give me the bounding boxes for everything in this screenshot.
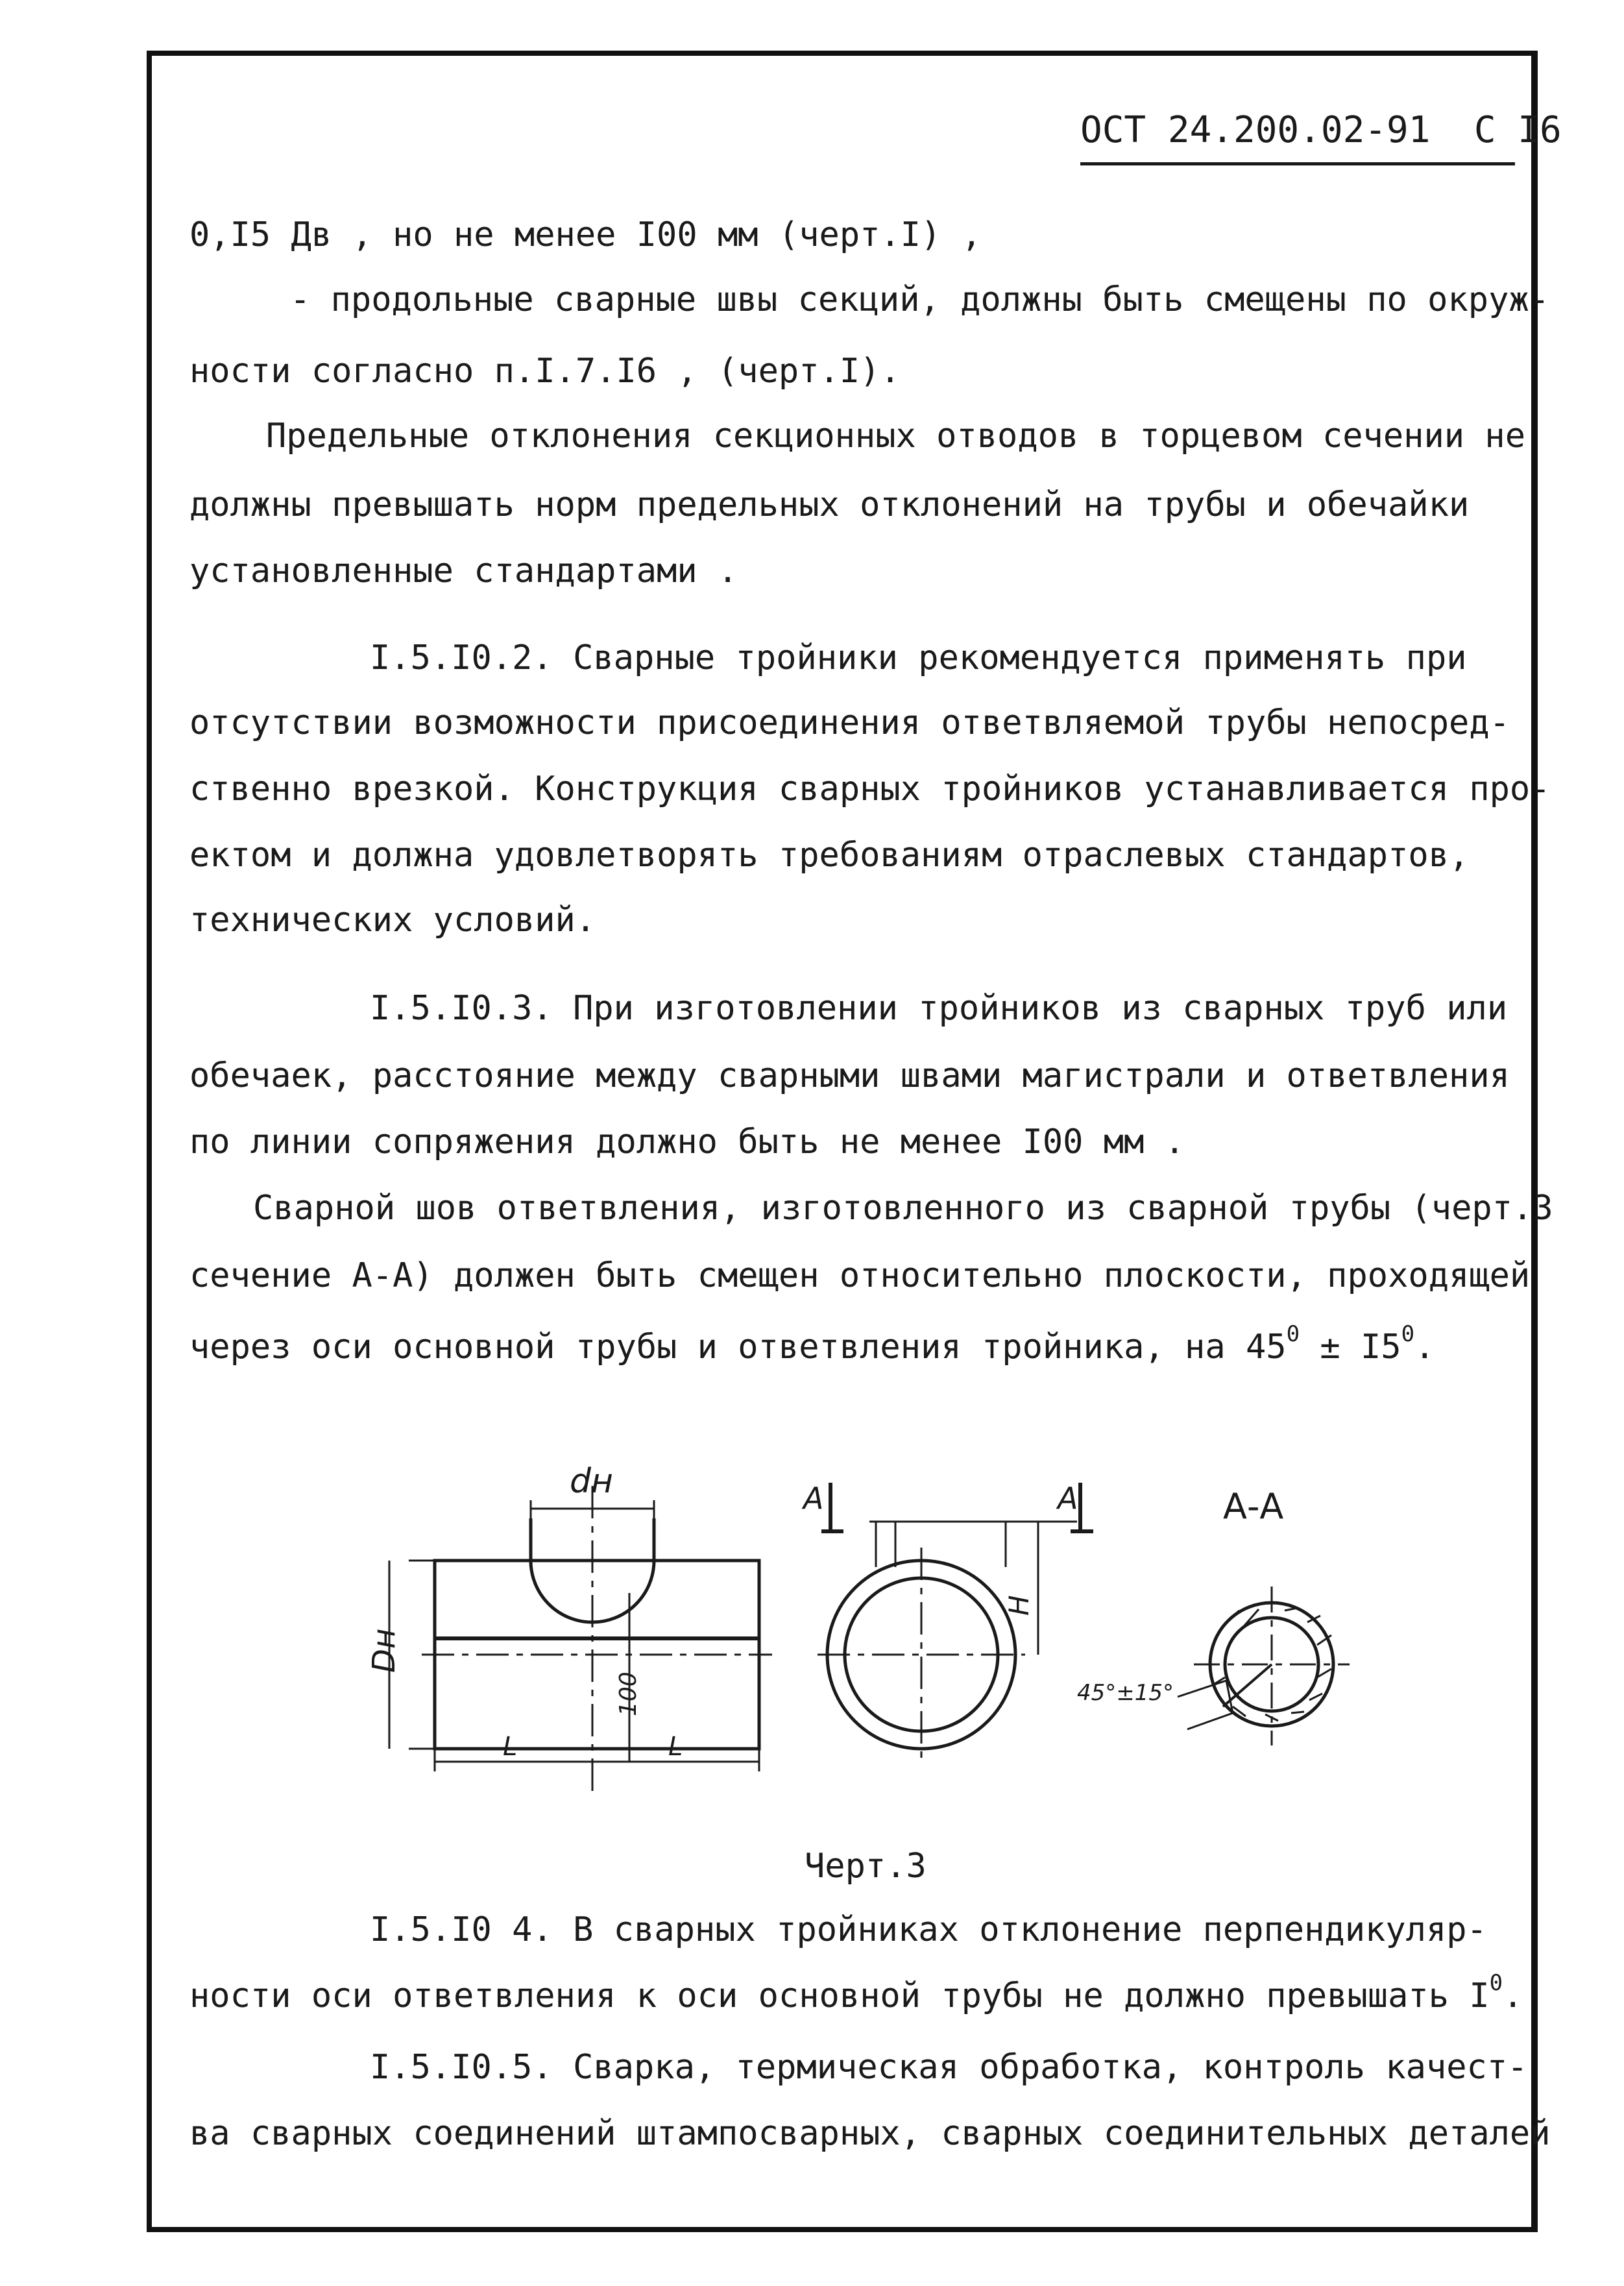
label-L-right: L <box>668 1732 683 1762</box>
degree-mark: 0 <box>1489 1970 1503 1996</box>
document-header <box>1080 109 1562 151</box>
figure-caption: Черт.3 <box>805 1847 927 1886</box>
text-line-19 <box>189 1970 1523 2015</box>
text-line-11: технических условий. <box>189 901 596 940</box>
text-line-19-main: ности оси ответвления к оси основной трубы не должно превышать I <box>189 1976 1490 2015</box>
text-line-9: ственно врезкой. Конструкция сварных тройников устанавливается про- <box>189 770 1551 809</box>
text-line-13: обечаек, расстояние между сварными швами магистрали и ответвления <box>189 1056 1510 1095</box>
line-end: . <box>1503 1976 1523 2015</box>
text-line-1: 0,I5 Дв , но не менее I00 мм (черт.I) , <box>189 215 982 254</box>
line-end: . <box>1414 1328 1435 1367</box>
label-L-left: L <box>503 1732 518 1762</box>
text-line-4: Предельные отклонения секционных отводов в торцевом сечении не <box>266 417 1526 456</box>
text-line-10: ектом и должна удовлетворять требованиям отраслевых стандартов, <box>189 836 1470 875</box>
label-100: 100 <box>615 1672 642 1716</box>
degree-mark: 0 <box>1401 1321 1415 1347</box>
label-Dn-big: Dн <box>366 1628 402 1673</box>
label-section-aa: А-А <box>1223 1486 1284 1527</box>
text-line-8: отсутствии возможности присоединения ответвляемой трубы непосред- <box>189 703 1510 742</box>
label-dn-small: dн <box>570 1462 614 1501</box>
text-line-6: установленные стандартами . <box>189 552 738 590</box>
text-line-15: Сварной шов ответвления, изготовленного из сварной трубы (черт.3 <box>253 1189 1553 1228</box>
pipe-section-inner <box>845 1578 998 1731</box>
text-line-17-main: через оси основной трубы и ответвления тройника, на 45 <box>189 1328 1287 1367</box>
text-line-3: ности согласно п.I.7.I6 , (черт.I). <box>189 352 901 391</box>
tolerance-value: ± I5 <box>1300 1328 1401 1367</box>
text-line-12: I.5.I0.3. При изготовлении тройников из сварных труб или <box>370 989 1508 1028</box>
label-A-left: A <box>803 1481 824 1516</box>
doc-id: ОСТ 24.200.02-91 <box>1080 109 1431 151</box>
text-line-18: I.5.I0 4. В сварных тройниках отклонение перпендикуляр- <box>370 1910 1487 1949</box>
label-angle: 45°±15° <box>1077 1680 1174 1706</box>
label-H: H <box>1003 1595 1035 1616</box>
drawing-chert-3 <box>363 1428 1401 1817</box>
text-line-2: - продольные сварные швы секций, должны быть смещены по окруж- <box>290 280 1550 319</box>
degree-mark: 0 <box>1286 1321 1300 1347</box>
text-line-5: должны превышать норм предельных отклонений на трубы и обечайки <box>189 485 1470 524</box>
header-underline <box>1080 162 1515 165</box>
text-line-16: сечение А-А) должен быть смещен относительно плоскости, проходящей <box>189 1256 1531 1295</box>
label-A-right: A <box>1058 1481 1078 1516</box>
text-line-21: ва сварных соединений штампосварных, сварных соединительных деталей <box>189 2114 1551 2153</box>
text-line-17 <box>189 1321 1435 1367</box>
page-number: С I6 <box>1473 109 1562 151</box>
text-line-14: по линии сопряжения должно быть не менее I00 мм . <box>189 1123 1185 1161</box>
text-line-20: I.5.I0.5. Сварка, термическая обработка, контроль качест- <box>370 2048 1528 2087</box>
text-line-7: I.5.I0.2. Сварные тройники рекомендуется применять при <box>370 638 1467 677</box>
